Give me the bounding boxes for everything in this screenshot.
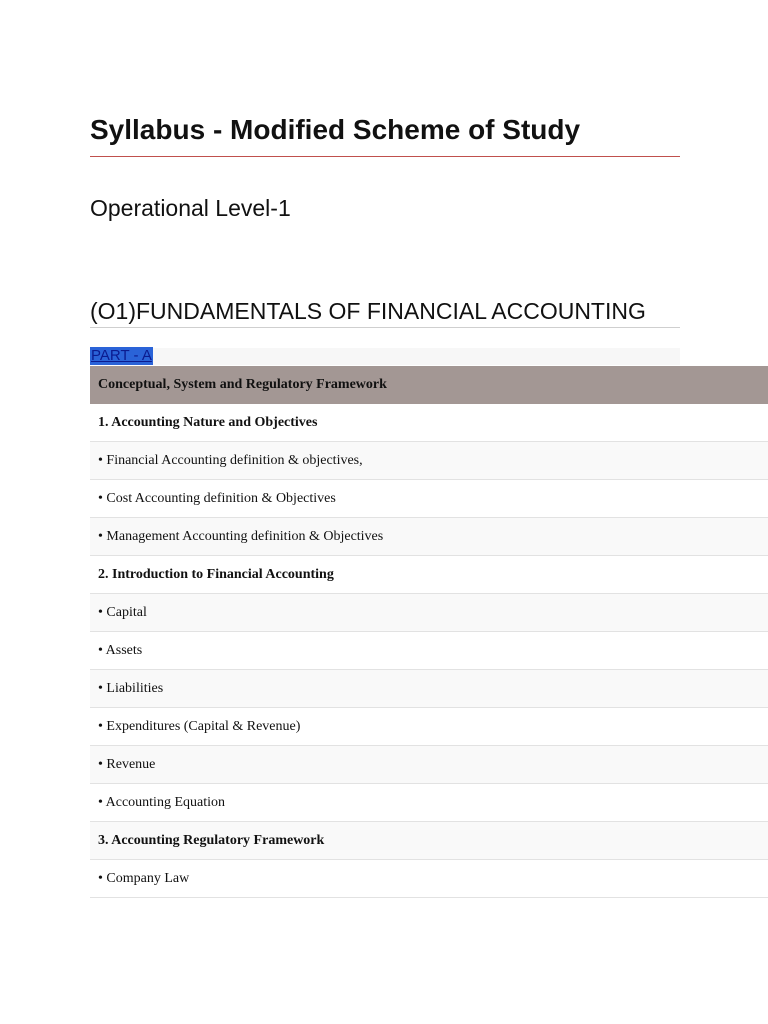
part-a-link[interactable]: PART - A bbox=[91, 347, 152, 364]
table-header: Conceptual, System and Regulatory Framework bbox=[90, 366, 768, 404]
table-row: • Capital bbox=[90, 594, 768, 632]
table-row: • Liabilities bbox=[90, 670, 768, 708]
table-row: 1. Accounting Nature and Objectives bbox=[90, 404, 768, 442]
table-row: • Revenue bbox=[90, 746, 768, 784]
syllabus-table bbox=[90, 366, 768, 898]
subject-heading: (O1)FUNDAMENTALS OF FINANCIAL ACCOUNTING bbox=[90, 298, 646, 324]
level-heading: Operational Level-1 bbox=[90, 195, 291, 221]
table-row: • Assets bbox=[90, 632, 768, 670]
table-row: • Cost Accounting definition & Objectives bbox=[90, 480, 768, 518]
table-row: • Expenditures (Capital & Revenue) bbox=[90, 708, 768, 746]
part-bar bbox=[90, 348, 680, 365]
subject-divider bbox=[90, 327, 680, 328]
table-row: • Accounting Equation bbox=[90, 784, 768, 822]
table-row: • Company Law bbox=[90, 860, 768, 898]
page-title: Syllabus - Modified Scheme of Study bbox=[90, 114, 581, 145]
table-row: 3. Accounting Regulatory Framework bbox=[90, 822, 768, 860]
table-row: • Management Accounting definition & Objectives bbox=[90, 518, 768, 556]
table-row: 2. Introduction to Financial Accounting bbox=[90, 556, 768, 594]
title-divider bbox=[90, 156, 680, 157]
table-row: • Financial Accounting definition & objectives, bbox=[90, 442, 768, 480]
